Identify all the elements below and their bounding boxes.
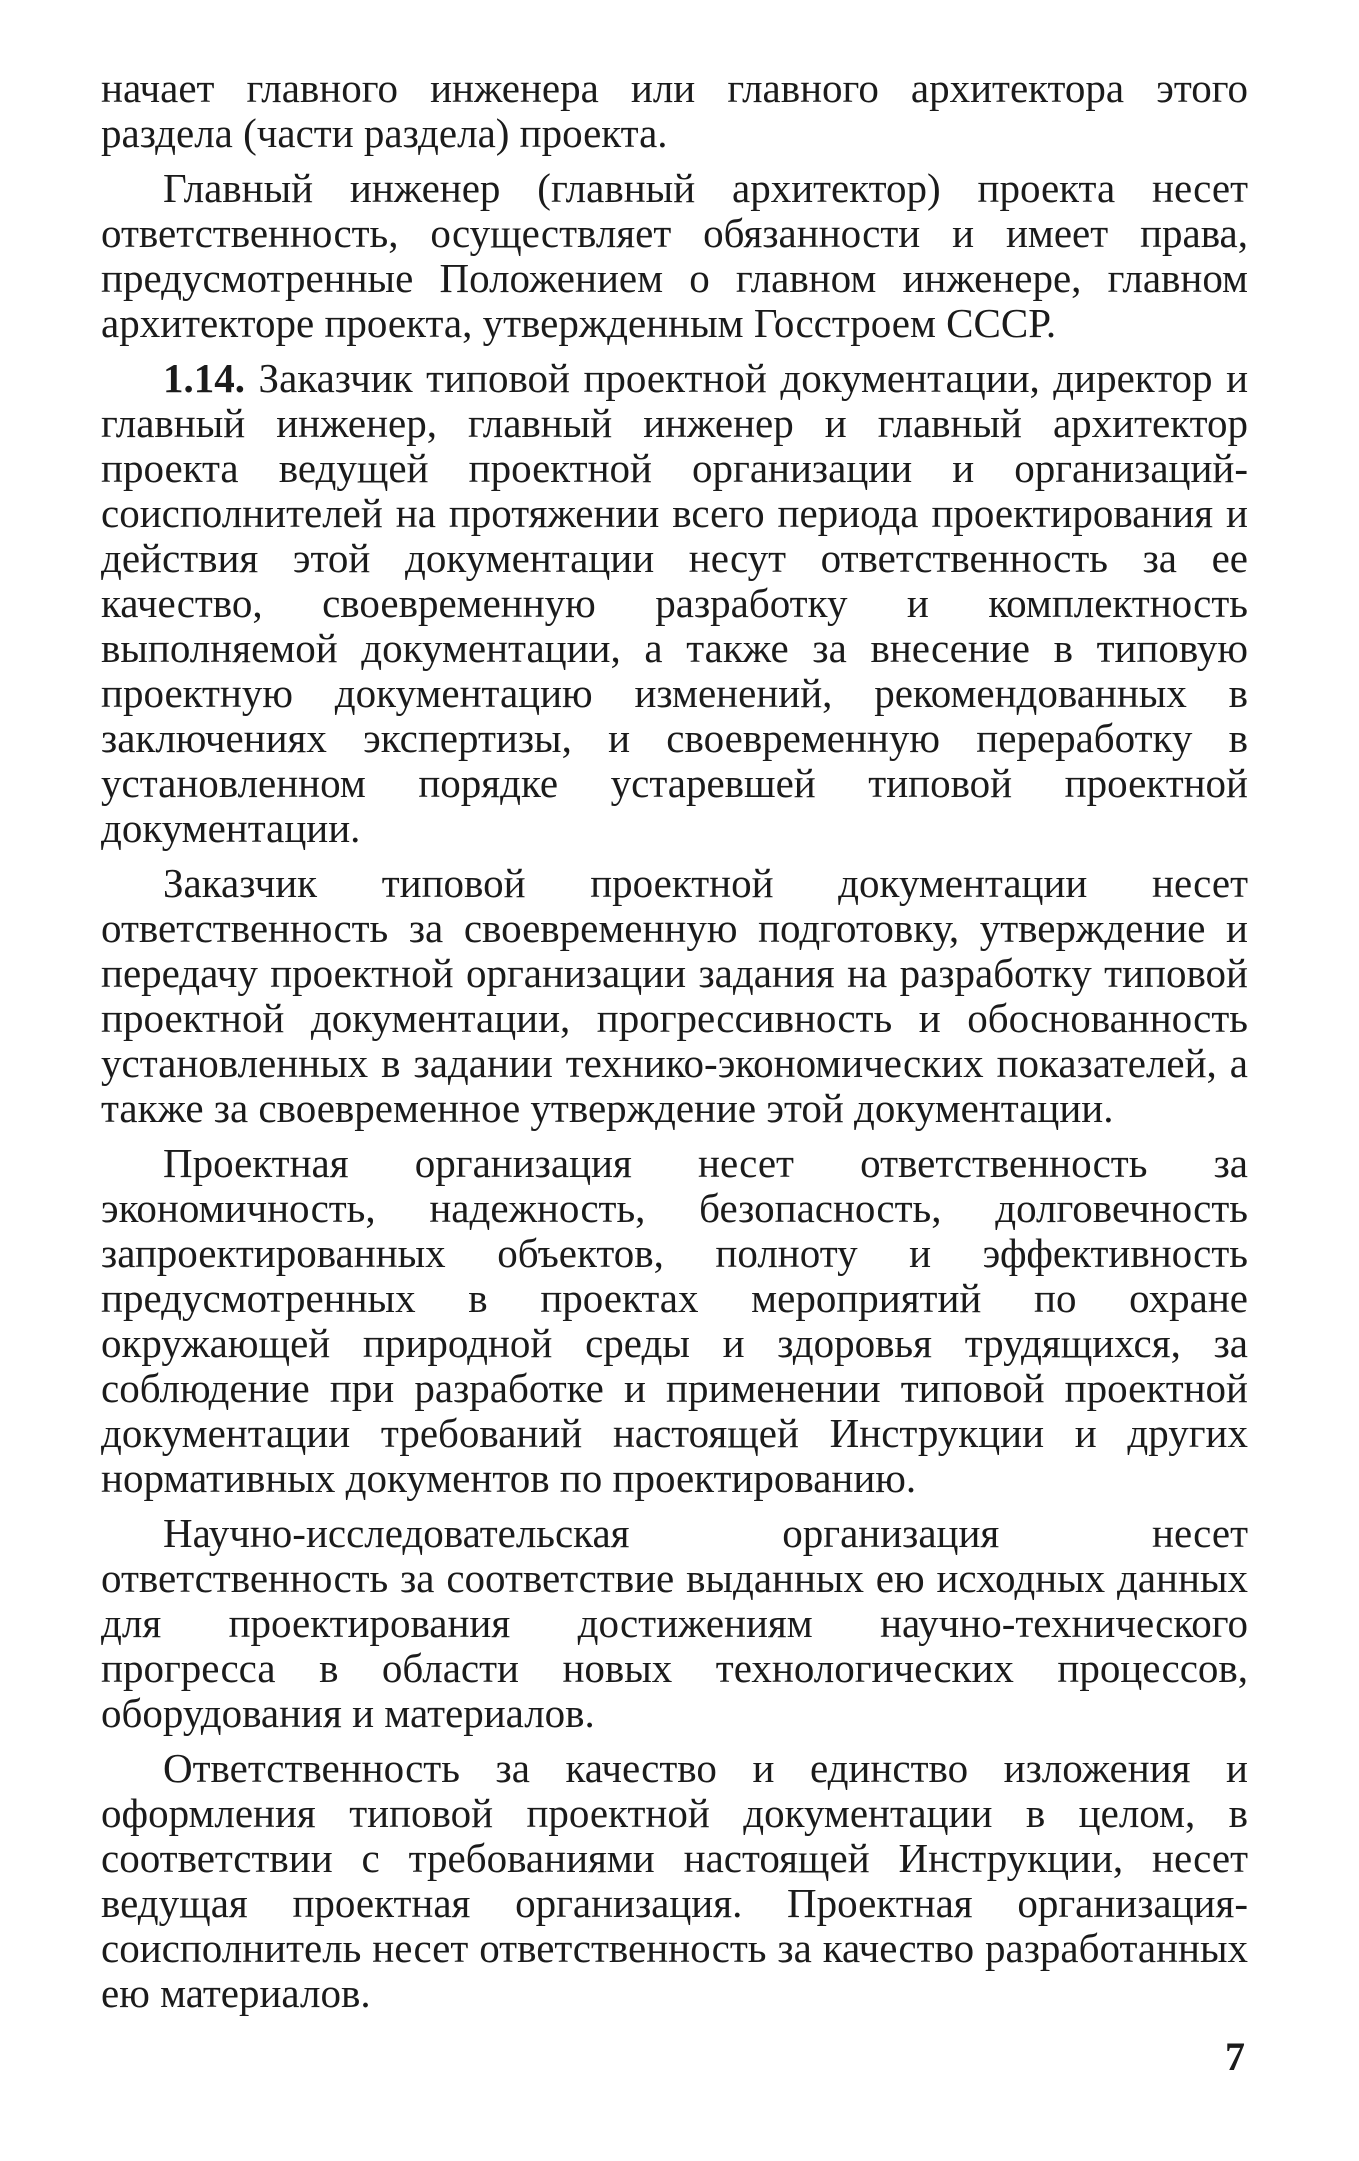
page-number: 7 [1225,2034,1245,2079]
paragraph-continuation: начает главного инженера или главного архитектора этого раздела (части раздела) проекта. [101,65,1248,156]
paragraph-responsibility: Ответственность за качество и единство изложения и оформления типовой проектной документации в целом, в соответствии с требованиями настоящей Инструкции, несет ведущая проектная организация. Проектная организация-соисполнитель несет ответственность за качество разработанных ею материалов. [101,1745,1248,2016]
document-page [101,66,1248,2026]
paragraph-customer: Заказчик типовой проектной документации несет ответственность за своевременную подготовку, утверждение и передачу проектной организации задания на разработку типовой проектной документации, прогрессивность и обоснованность установленных в задании технико-экономических показателей, а также за своевременное утверждение этой документации. [101,860,1248,1131]
section-text: Заказчик типовой проектной документации, директор и главный инженер, главный инженер и главный архитектор проекта ведущей проектной организации и организаций-соисполнителей на протяжении всего периода проектирования и действия этой документации несут ответственность за ее качество, своевременную разработку и комплектность выполняемой документации, а также за внесение в типовую проектную документацию изменений, рекомендованных в заключениях экспертизы, и своевременную переработку в установленном порядке устаревшей типовой проектной документации. [101,355,1249,851]
paragraph-design-organization: Проектная организация несет ответственность за экономичность, надежность, безопасность, долговечность запроектированных объектов, полноту и эффективность предусмотренных в проектах мероприятий по охране окружающей природной среды и здоровья трудящихся, за соблюдение при разработке и применении типовой проектной документации требований настоящей Инструкции и других нормативных документов по проектированию. [101,1140,1248,1501]
paragraph-section-1-14 [101,356,1248,851]
paragraph-research-organization: Научно-исследовательская организация несет ответственность за соответствие выданных ею исходных данных для проектирования достижениям научно-технического прогресса в области новых технологических процессов, оборудования и материалов. [101,1510,1248,1736]
section-number: 1.14. [163,355,245,401]
paragraph-chief-engineer: Главный инженер (главный архитектор) проекта несет ответственность, осуществляет обязанности и имеет права, предусмотренные Положением о главном инженере, главном архитекторе проекта, утвержденным Госстроем СССР. [101,165,1248,346]
